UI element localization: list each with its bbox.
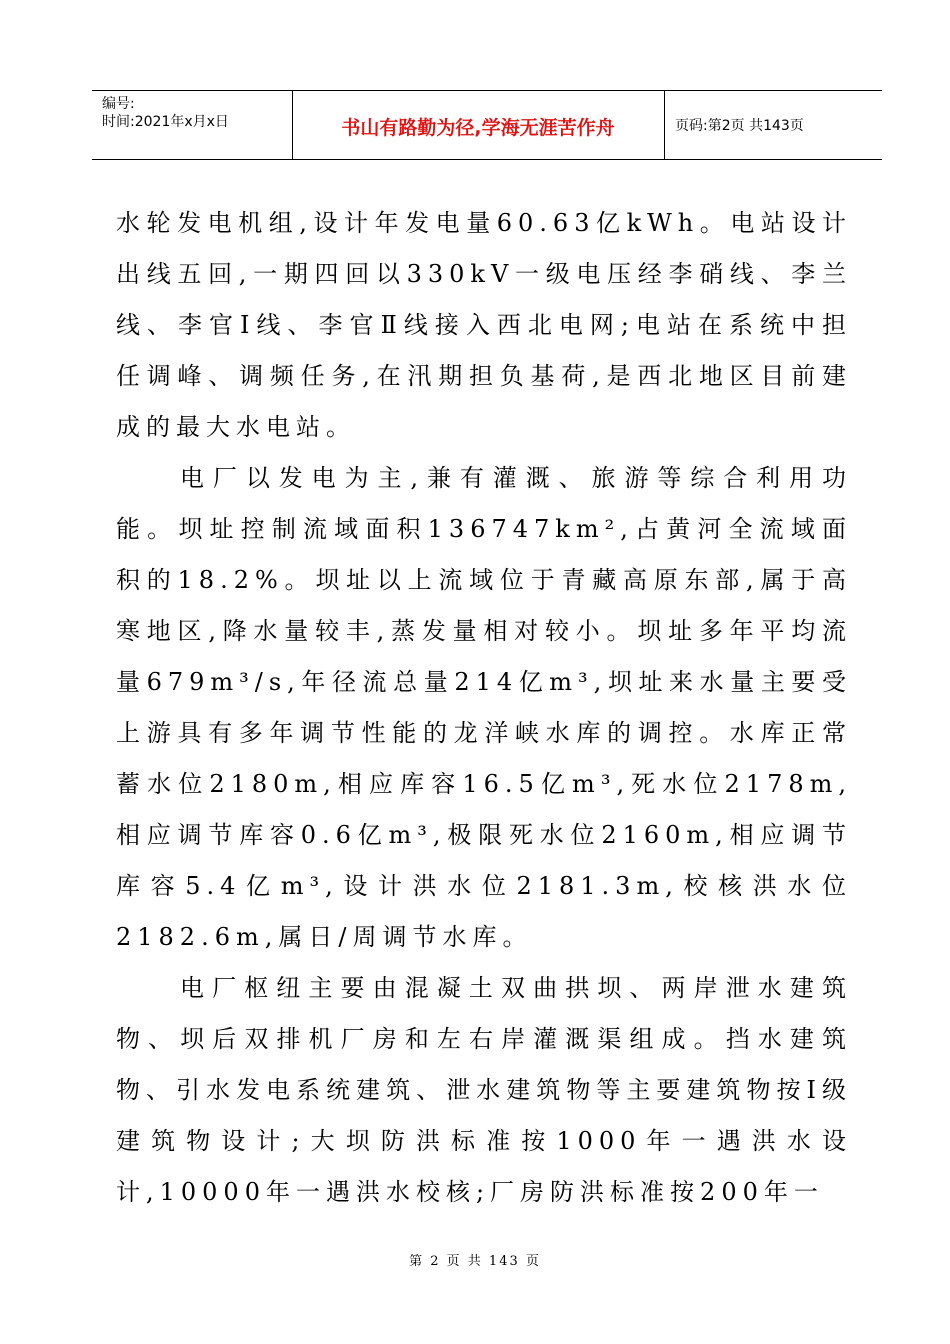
date-line: 时间:2021年x月x日 [102, 114, 229, 130]
header-meta-cell [92, 91, 293, 159]
serial-number-label: 编号: [102, 96, 135, 112]
header-motto-cell [292, 91, 665, 159]
header-page-cell [665, 91, 882, 159]
header-page-info: 页码:第2页 共143页 [675, 118, 804, 134]
paragraph: 电厂枢纽主要由混凝土双曲拱坝、两岸泄水建筑物、坝后双排机厂房和左右岸灌溉渠组成。挡水建筑物、引水发电系统建筑、泄水建筑物等主要建筑物按Ⅰ级建筑物设计;大坝防洪标准按1000年一遇洪水设计,10000年一遇洪水校核;厂房防洪标准按200年一 [116, 974, 852, 1206]
page-footer: 第 2 页 共 143 页 [409, 1254, 541, 1269]
document-body [116, 198, 852, 1218]
paragraph: 水轮发电机组,设计年发电量60.63亿kWh。电站设计出线五回,一期四回以330kV一级电压经李硝线、李兰线、李官Ⅰ线、李官Ⅱ线接入西北电网;电站在系统中担任调峰、调频任务,在汛期担负基荷,是西北地区目前建成的最大水电站。 [116, 209, 852, 441]
page-header [92, 90, 882, 160]
motto-text: 书山有路勤为径,学海无涯苦作舟 [341, 117, 615, 139]
paragraph: 电厂以发电为主,兼有灌溉、旅游等综合利用功能。坝址控制流域面积136747km²,占黄河全流域面积的18.2%。坝址以上流域位于青藏高原东部,属于高寒地区,降水量较丰,蒸发量相对较小。坝址多年平均流量679m³/s,年径流总量214亿m³,坝址来水量主要受上游具有多年调节性能的龙洋峡水库的调控。水库正常蓄水位2180m,相应库容16.5亿m³,死水位2178m,相应调节库容0.6亿m³,极限死水位2160m,相应调节库容5.4亿m³,设计洪水位2181.3m,校核洪水位2182.6m,属日/周调节水库。 [116, 464, 852, 951]
